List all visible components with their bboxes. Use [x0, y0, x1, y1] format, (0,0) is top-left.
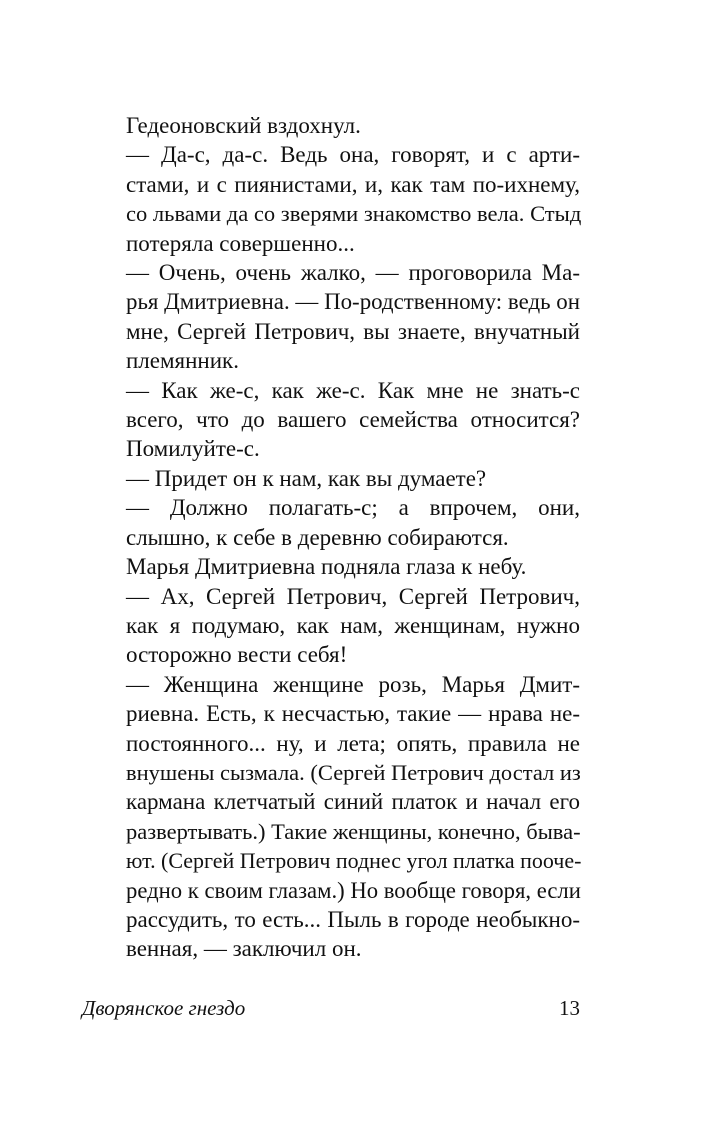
text-line: постоянного... ну, и лета; опять, правила не	[126, 730, 580, 756]
text-line: редно к своим глазам.) Но вообще говоря, если	[126, 877, 581, 903]
text-line: слышно, к себе в деревню собираются.	[126, 524, 509, 550]
paragraph	[82, 552, 580, 581]
text-line: со львами да со зверями знакомство вела. Стыд	[126, 201, 582, 227]
text-line: стами, и с пиянистами, и, как там по-ихнему,	[126, 171, 580, 197]
text-line: венная, — заключил он.	[126, 936, 362, 962]
text-line: Помилуйте-с.	[126, 436, 260, 462]
text-line: осторожно вести себя!	[126, 642, 348, 668]
text-line: мне, Сергей Петрович, вы знаете, внучатный	[126, 318, 580, 344]
text-line: племянник.	[126, 348, 239, 374]
text-line: — Придет он к нам, как вы думаете?	[126, 465, 487, 491]
text-line: Гедеоновский вздохнул.	[126, 113, 361, 138]
paragraph	[82, 376, 580, 464]
text-line: рья Дмитриевна. — По-родственному: ведь он	[126, 289, 580, 315]
text-line: — Должно полагать-с; а впрочем, они,	[126, 495, 580, 521]
text-line: потеряла совершенно...	[126, 230, 355, 256]
text-line: ют. (Сергей Петрович поднес угол платка пооче-	[126, 848, 582, 874]
paragraph	[82, 111, 580, 140]
text-line: рассудить, то есть... Пыль в городе необыкно-	[126, 906, 580, 932]
text-line: всего, что до вашего семейства относится?	[126, 407, 580, 433]
paragraph	[82, 140, 580, 258]
text-line: — Женщина женщине розь, Марья Дмит-	[126, 671, 580, 697]
paragraph	[82, 464, 580, 493]
text-line: — Ах, Сергей Петрович, Сергей Петрович,	[126, 583, 580, 609]
text-line: Марья Дмитриевна подняла глаза к небу.	[126, 554, 527, 580]
text-line: — Очень, очень жалко, — проговорила Ма-	[126, 260, 580, 286]
text-line: развертывать.) Такие женщины, конечно, быва-	[126, 818, 581, 844]
paragraph	[82, 493, 580, 552]
paragraph	[82, 670, 580, 964]
text-line: внушены сызмала. (Сергей Петрович достал из	[126, 759, 581, 785]
paragraph	[82, 258, 580, 376]
text-line: кармана клетчатый синий платок и начал его	[126, 789, 580, 815]
paragraph	[82, 582, 580, 670]
body-text	[82, 111, 580, 964]
text-line: — Да-с, да-с. Ведь она, говорят, и с арти-	[126, 142, 580, 168]
running-title: Дворянское гнездо	[82, 996, 246, 1020]
text-line: риевна. Есть, к несчастью, такие — нрава не-	[126, 701, 580, 727]
text-line: как я подумаю, как нам, женщинам, нужно	[126, 612, 580, 638]
page-number: 13	[559, 996, 580, 1020]
text-line: — Как же-с, как же-с. Как мне не знать-с	[126, 377, 580, 403]
